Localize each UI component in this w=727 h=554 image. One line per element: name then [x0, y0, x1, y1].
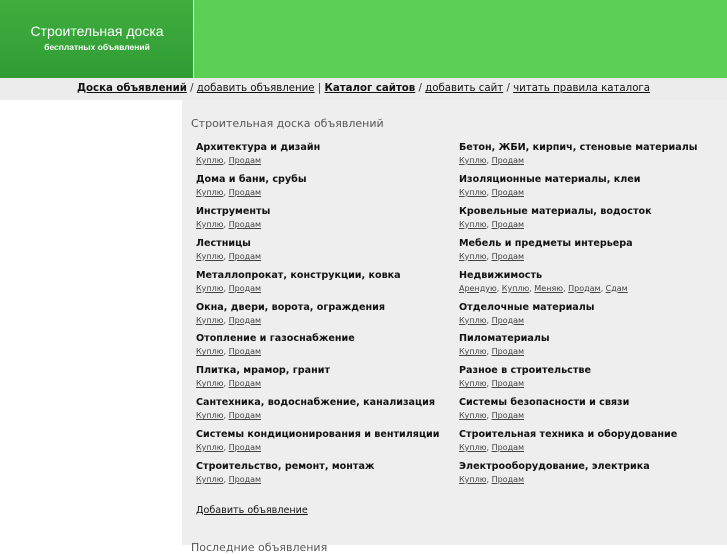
category-action-link[interactable]: Куплю [459, 219, 487, 229]
nav-board-link[interactable]: Доска объявлений [76, 83, 187, 94]
category-name: Пиломатериалы [459, 333, 550, 345]
category-item [196, 206, 270, 229]
category-name: Инструменты [196, 205, 271, 217]
link-separator: , [223, 219, 229, 229]
category-action-link[interactable]: Продам [491, 187, 525, 197]
category-action-link[interactable]: Куплю [459, 379, 487, 389]
link-separator: , [223, 251, 229, 261]
category-action-link[interactable]: Продам [228, 315, 262, 325]
category-action-link[interactable]: Куплю [196, 187, 224, 197]
category-action-link[interactable]: Продам [228, 156, 262, 165]
category-action-link[interactable]: Куплю [196, 443, 224, 453]
category-action-link[interactable]: Куплю [196, 251, 224, 261]
category-action-link[interactable]: Продам [228, 251, 262, 261]
link-separator: , [529, 283, 535, 293]
category-item [459, 461, 650, 484]
link-separator: , [223, 379, 229, 389]
category-links [196, 316, 385, 325]
category-action-link[interactable]: Куплю [459, 187, 487, 197]
category-item [459, 429, 677, 452]
category-links [459, 220, 652, 229]
category-name: Системы кондиционирования и вентиляции [196, 429, 440, 441]
category-action-link[interactable]: Продам [491, 251, 525, 261]
category-links [196, 411, 435, 420]
link-separator: , [223, 411, 229, 421]
link-separator: , [223, 156, 229, 165]
category-links [459, 443, 677, 452]
category-name: Бетон, ЖБИ, кирпич, стеновые материалы [459, 142, 698, 153]
link-separator: , [486, 347, 492, 357]
site-logo[interactable] [0, 0, 194, 78]
link-separator: , [223, 475, 229, 484]
category-item [196, 174, 307, 197]
category-item [459, 238, 633, 261]
category-action-link[interactable]: Куплю [196, 475, 224, 484]
logo-subtitle: бесплатных объявлений [44, 42, 150, 52]
category-item [459, 142, 697, 165]
category-action-link[interactable]: Куплю [459, 315, 487, 325]
category-action-link[interactable]: Продам [228, 187, 262, 197]
category-item [459, 397, 629, 420]
category-links [459, 284, 628, 293]
link-separator: , [223, 187, 229, 197]
category-action-link[interactable]: Куплю [196, 379, 224, 389]
category-name: Строительная техника и оборудование [459, 429, 678, 441]
category-name: Системы безопасности и связи [459, 397, 630, 409]
category-action-link[interactable]: Куплю [196, 411, 224, 421]
link-separator: , [486, 379, 492, 389]
category-name: Недвижимость [459, 269, 543, 281]
category-name: Отделочные материалы [459, 301, 595, 313]
link-separator: , [223, 315, 229, 325]
category-name: Архитектура и дизайн [196, 142, 321, 153]
category-action-link[interactable]: Продам [228, 347, 262, 357]
category-item [196, 397, 435, 420]
category-links [459, 316, 594, 325]
link-separator: , [486, 187, 492, 197]
nav-separator: | [317, 83, 322, 94]
link-separator: , [486, 156, 492, 165]
category-links [196, 284, 401, 293]
category-action-link[interactable]: Куплю [459, 411, 487, 421]
category-item [196, 429, 440, 452]
category-action-link[interactable]: Продам [228, 411, 262, 421]
category-item [196, 302, 385, 325]
category-name: Металлопрокат, конструкции, ковка [196, 269, 401, 281]
category-action-link[interactable]: Продам [228, 283, 262, 293]
link-separator: , [223, 347, 229, 357]
category-item [459, 302, 594, 325]
category-name: Электрооборудование, электрика [459, 461, 650, 472]
link-separator: , [223, 443, 229, 453]
category-links [196, 475, 374, 484]
category-action-link[interactable]: Куплю [196, 219, 224, 229]
link-separator: , [486, 443, 492, 453]
add-ad-link[interactable]: Добавить объявление [196, 505, 308, 516]
link-separator: , [563, 283, 569, 293]
category-item [459, 206, 652, 229]
category-item [196, 270, 401, 293]
category-item [196, 461, 374, 484]
category-links [196, 379, 330, 388]
category-links [459, 252, 633, 261]
category-action-link[interactable]: Арендую [459, 283, 497, 293]
category-name: Лестницы [196, 237, 251, 249]
logo-title: Строительная доска [30, 23, 164, 39]
category-links [196, 252, 261, 261]
category-item [196, 365, 330, 388]
nav-rules-link[interactable]: читать правила каталога [513, 83, 651, 94]
category-name: Строительство, ремонт, монтаж [196, 461, 375, 472]
header-banner [195, 0, 727, 78]
category-name: Окна, двери, ворота, ограждения [196, 301, 386, 313]
category-action-link[interactable]: Продам [491, 443, 525, 453]
category-links [459, 475, 650, 484]
category-action-link[interactable]: Продам [491, 219, 525, 229]
category-action-link[interactable]: Продам [491, 347, 525, 357]
category-name: Кровельные материалы, водосток [459, 205, 652, 217]
category-action-link[interactable]: Куплю [459, 443, 487, 453]
link-separator: , [486, 251, 492, 261]
category-action-link[interactable]: Куплю [459, 347, 487, 357]
nav-separator: / [506, 83, 510, 94]
category-item [196, 238, 261, 261]
category-action-link[interactable]: Продам [228, 475, 262, 484]
category-name: Мебель и предметы интерьера [459, 237, 633, 249]
category-name: Плитка, мрамор, гранит [196, 365, 331, 377]
top-nav [0, 78, 727, 100]
main-content [182, 100, 727, 554]
category-links [459, 411, 629, 420]
category-links [196, 347, 355, 356]
category-action-link[interactable]: Продам [491, 379, 525, 389]
category-action-link[interactable]: Продам [228, 443, 262, 453]
category-name: Дома и бани, срубы [196, 173, 307, 185]
category-action-link[interactable]: Куплю [196, 347, 224, 357]
category-action-link[interactable]: Продам [228, 379, 262, 389]
category-item [459, 270, 628, 293]
link-separator: , [486, 411, 492, 421]
category-name: Сантехника, водоснабжение, канализация [196, 397, 435, 409]
category-item [459, 365, 591, 388]
category-links [459, 347, 550, 356]
header [0, 0, 727, 78]
category-item [459, 333, 550, 356]
category-action-link[interactable]: Продам [491, 411, 525, 421]
category-action-link[interactable]: Куплю [196, 156, 224, 165]
nav-add-ad-link[interactable]: добавить объявление [196, 83, 315, 94]
category-links [459, 156, 697, 165]
category-action-link[interactable]: Сдам [605, 283, 628, 293]
category-action-link[interactable]: Продам [491, 475, 525, 484]
nav-separator: / [418, 83, 422, 94]
category-action-link[interactable]: Меняю [534, 283, 563, 293]
category-name: Отопление и газоснабжение [196, 333, 355, 345]
category-action-link[interactable]: Куплю [196, 315, 224, 325]
category-action-link[interactable]: Куплю [196, 283, 224, 293]
link-separator: , [486, 475, 492, 484]
category-links [196, 443, 440, 452]
nav-add-site-link[interactable]: добавить сайт [425, 83, 504, 94]
latest-ads-title: Последние объявления [191, 541, 328, 554]
category-action-link[interactable]: Продам [491, 315, 525, 325]
link-separator: , [486, 315, 492, 325]
category-action-link[interactable]: Продам [228, 219, 262, 229]
category-item [459, 174, 641, 197]
nav-catalog-link[interactable]: Каталог сайтов [324, 83, 416, 94]
category-links [459, 188, 641, 197]
category-action-link[interactable]: Куплю [459, 156, 487, 165]
category-name: Разное в строительстве [459, 365, 591, 377]
category-action-link[interactable]: Куплю [501, 283, 530, 293]
category-action-link[interactable]: Куплю [459, 475, 487, 484]
page-title: Строительная доска объявлений [191, 117, 384, 130]
link-separator: , [496, 283, 502, 293]
link-separator: , [600, 283, 606, 293]
link-separator: , [486, 219, 492, 229]
category-item [196, 142, 320, 165]
link-separator: , [223, 283, 229, 293]
category-links [196, 188, 307, 197]
category-action-link[interactable]: Продам [491, 156, 525, 165]
category-links [196, 220, 270, 229]
nav-separator: / [190, 83, 194, 94]
category-action-link[interactable]: Куплю [459, 251, 487, 261]
category-links [459, 379, 591, 388]
category-name: Изоляционные материалы, клеи [459, 173, 641, 185]
category-action-link[interactable]: Продам [568, 283, 601, 293]
category-item [196, 333, 355, 356]
category-links [196, 156, 320, 165]
